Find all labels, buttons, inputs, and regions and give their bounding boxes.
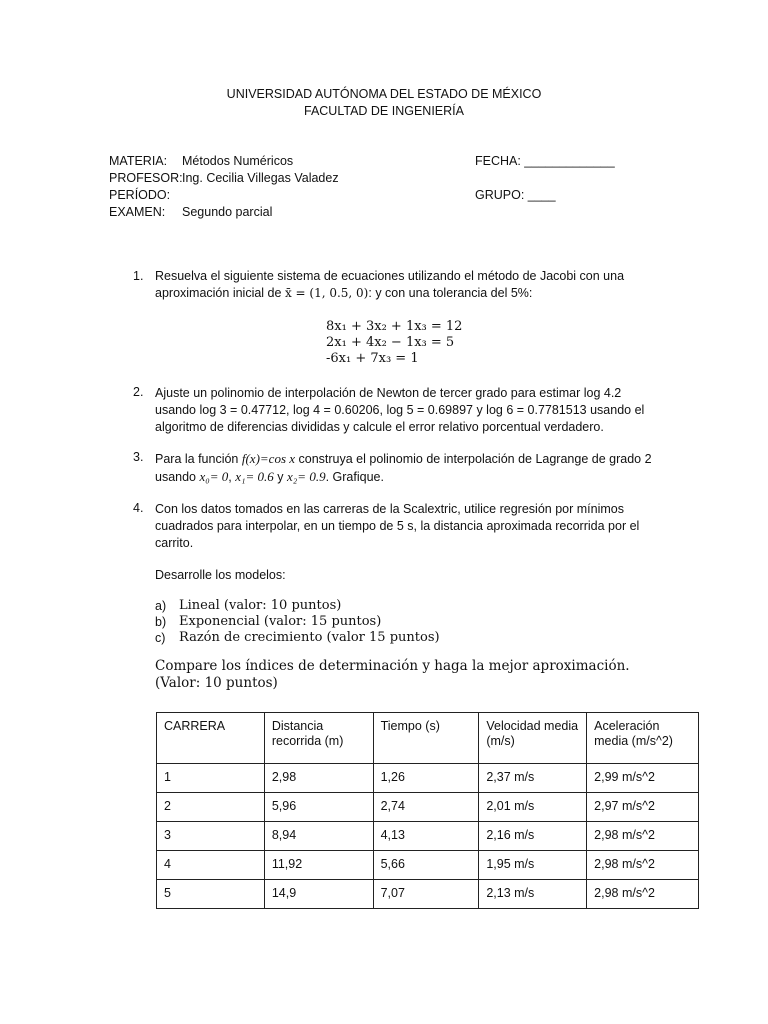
materia-value: Métodos Numéricos <box>182 154 294 168</box>
cell: 8,94 <box>264 822 373 851</box>
header-carrera: CARRERA <box>157 713 265 764</box>
cell: 2,99 m/s^2 <box>587 764 699 793</box>
q3-sep2: y <box>273 470 288 484</box>
examen-label: EXAMEN: <box>109 205 166 219</box>
q4-compare: Compare los índices de determinación y haga la mejor aproximación. (Valor: 10 puntos) <box>155 658 630 691</box>
q3-x1: x₁= 0.6 <box>235 469 274 484</box>
table-row <box>157 793 699 822</box>
q3-post: . Grafique. <box>325 470 384 484</box>
model-a-text: Lineal (valor: 10 puntos) <box>179 598 342 613</box>
profesor-value: Ing. Cecilia Villegas Valadez <box>182 171 339 185</box>
cell: 2,16 m/s <box>479 822 587 851</box>
q1-line2-post: : y con una tolerancia del 5%: <box>368 286 533 300</box>
q3-mid: construya el polinomio de interpolación de Lagrange de grado 2 usando <box>155 452 652 484</box>
grupo-label: GRUPO: ____ <box>475 188 556 202</box>
q3-pre: Para la función <box>155 452 242 466</box>
cell: 2,98 m/s^2 <box>587 880 699 909</box>
q1-equation-2: 2x₁ + 4x₂ − 1x₃ = 5 <box>326 335 455 350</box>
cell: 5,66 <box>373 851 479 880</box>
cell: 14,9 <box>264 880 373 909</box>
cell: 2,37 m/s <box>479 764 587 793</box>
cell: 5 <box>157 880 265 909</box>
cell: 3 <box>157 822 265 851</box>
q3-text <box>155 450 655 486</box>
race-data-table <box>156 712 699 909</box>
q3-x2: x₂= 0.9 <box>287 469 326 484</box>
q1-initial-vector: x̄ = (1, 0.5, 0) <box>284 286 369 300</box>
cell: 1,26 <box>373 764 479 793</box>
header-aceleracion: Aceleración media (m/s^2) <box>587 713 699 764</box>
cell: 2,97 m/s^2 <box>587 793 699 822</box>
q3-function: f(x)=cos x <box>241 451 296 466</box>
table-row <box>157 822 699 851</box>
q3-x0: x₀= 0 <box>199 469 229 484</box>
q3-sep1: , <box>228 470 236 484</box>
examen-value: Segundo parcial <box>182 205 273 219</box>
header-distancia: Distancia recorrida (m) <box>264 713 373 764</box>
cell: 4 <box>157 851 265 880</box>
cell: 7,07 <box>373 880 479 909</box>
cell: 2,01 m/s <box>479 793 587 822</box>
cell: 2,74 <box>373 793 479 822</box>
q1-equation-3: -6x₁ + 7x₃ = 1 <box>326 351 419 366</box>
fecha-label: FECHA: _____________ <box>475 154 615 168</box>
periodo-label: PERÍODO: <box>109 188 171 202</box>
q3-number: 3. <box>133 450 144 464</box>
cell: 5,96 <box>264 793 373 822</box>
faculty-title: FACULTAD DE INGENIERÍA <box>304 104 464 118</box>
q1-line2-pre: aproximación inicial de <box>155 286 285 300</box>
materia-label: MATERIA: <box>109 154 168 168</box>
q2-text: Ajuste un polinomio de interpolación de Newton de tercer grado para estimar log 4.2 usando log 3 = 0.47712, log 4 = 0.60206, log 5 = 0.69897 y log 6 = 0.7781513 usando el algoritmo de diferencias divididas y calcule el error relativo porcentual verdadero. <box>155 386 645 434</box>
table-row <box>157 880 699 909</box>
q2-number: 2. <box>133 385 144 399</box>
model-b-text: Exponencial (valor: 15 puntos) <box>179 614 382 629</box>
q1-equation-1: 8x₁ + 3x₂ + 1x₃ = 12 <box>326 319 463 334</box>
cell: 2 <box>157 793 265 822</box>
table-header-row <box>157 713 699 764</box>
q1-number: 1. <box>133 269 144 283</box>
table-row <box>157 851 699 880</box>
model-c-text: Razón de crecimiento (valor 15 puntos) <box>179 630 440 645</box>
header-tiempo: Tiempo (s) <box>373 713 479 764</box>
header-velocidad: Velocidad media (m/s) <box>479 713 587 764</box>
cell: 2,98 m/s^2 <box>587 822 699 851</box>
cell: 11,92 <box>264 851 373 880</box>
q4-number: 4. <box>133 501 144 515</box>
cell: 2,98 m/s^2 <box>587 851 699 880</box>
model-a-letter: a) <box>155 599 167 613</box>
cell: 2,98 <box>264 764 373 793</box>
model-b-letter: b) <box>155 615 167 629</box>
q1-line2 <box>155 286 532 300</box>
model-c-letter: c) <box>155 631 166 645</box>
q1-line1: Resuelva el siguiente sistema de ecuaciones utilizando el método de Jacobi con una <box>155 269 625 283</box>
q4-models-intro: Desarrolle los modelos: <box>155 568 286 582</box>
cell: 1 <box>157 764 265 793</box>
table-row <box>157 764 699 793</box>
q4-text: Con los datos tomados en las carreras de la Scalextric, utilice regresión por mínimos cuadrados para interpolar, en un tiempo de 5 s, la distancia aproximada recorrida por el carrito. <box>155 502 640 550</box>
cell: 2,13 m/s <box>479 880 587 909</box>
cell: 4,13 <box>373 822 479 851</box>
cell: 1,95 m/s <box>479 851 587 880</box>
profesor-label: PROFESOR: <box>109 171 183 185</box>
university-title: UNIVERSIDAD AUTÓNOMA DEL ESTADO DE MÉXICO <box>226 87 542 101</box>
